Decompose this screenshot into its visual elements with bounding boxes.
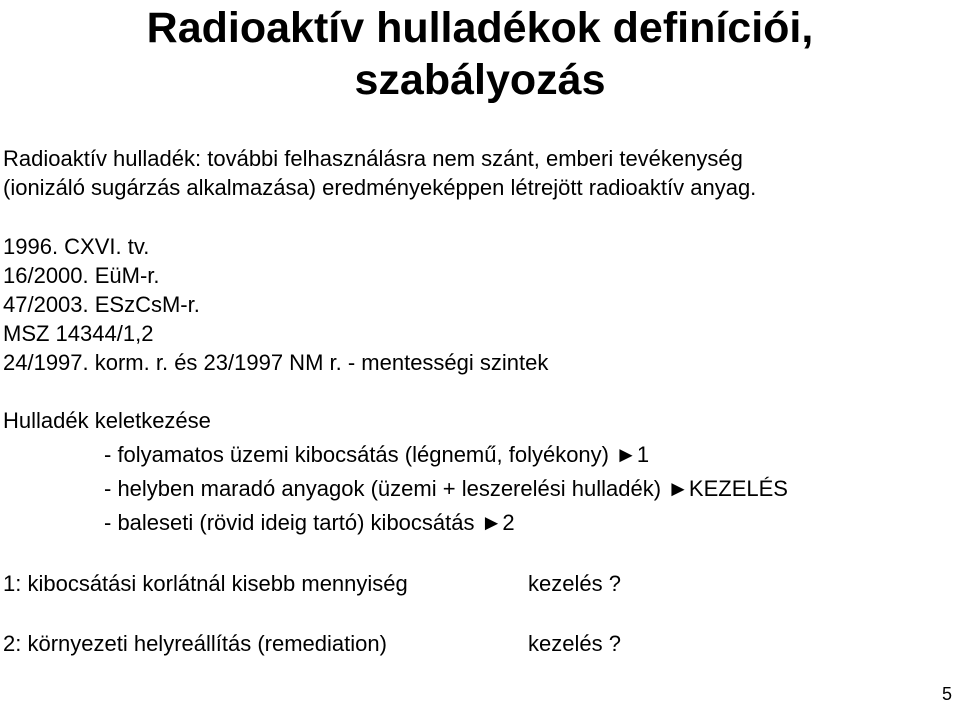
regulation-item: 1996. CXVI. tv. <box>3 234 150 259</box>
regulation-item: 16/2000. EüM-r. <box>3 263 160 288</box>
regulation-item: 47/2003. ESzCsM-r. <box>3 292 200 317</box>
generation-heading: Hulladék keletkezése <box>3 408 211 433</box>
generation-item: - folyamatos üzemi kibocsátás (légnemű, folyékony) ►1 <box>104 442 650 467</box>
note-1-question: kezelés ? <box>528 571 621 596</box>
note-1-text: 1: kibocsátási korlátnál kisebb mennyiség <box>3 571 408 596</box>
generation-item: - baleseti (rövid ideig tartó) kibocsátás ►2 <box>104 510 515 535</box>
generation-item: - helyben maradó anyagok (üzemi + leszerelési hulladék) ►KEZELÉS <box>104 476 788 501</box>
note-2-question: kezelés ? <box>528 631 621 656</box>
page-number: 5 <box>941 684 952 704</box>
regulation-item: 24/1997. korm. r. és 23/1997 NM r. - mentességi szintek <box>3 350 549 375</box>
definition-line-1: Radioaktív hulladék: további felhasználásra nem szánt, emberi tevékenység <box>3 146 743 171</box>
slide-title-line1: Radioaktív hulladékok definíciói, <box>146 4 814 52</box>
regulation-item: MSZ 14344/1,2 <box>3 321 154 346</box>
slide-title-line2: szabályozás <box>354 56 606 104</box>
definition-line-2: (ionizáló sugárzás alkalmazása) eredményeképpen létrejött radioaktív anyag. <box>3 175 757 200</box>
note-2-text: 2: környezeti helyreállítás (remediation) <box>3 631 387 656</box>
slide-title <box>0 2 960 106</box>
note-1 <box>3 570 621 598</box>
note-2 <box>3 630 621 658</box>
